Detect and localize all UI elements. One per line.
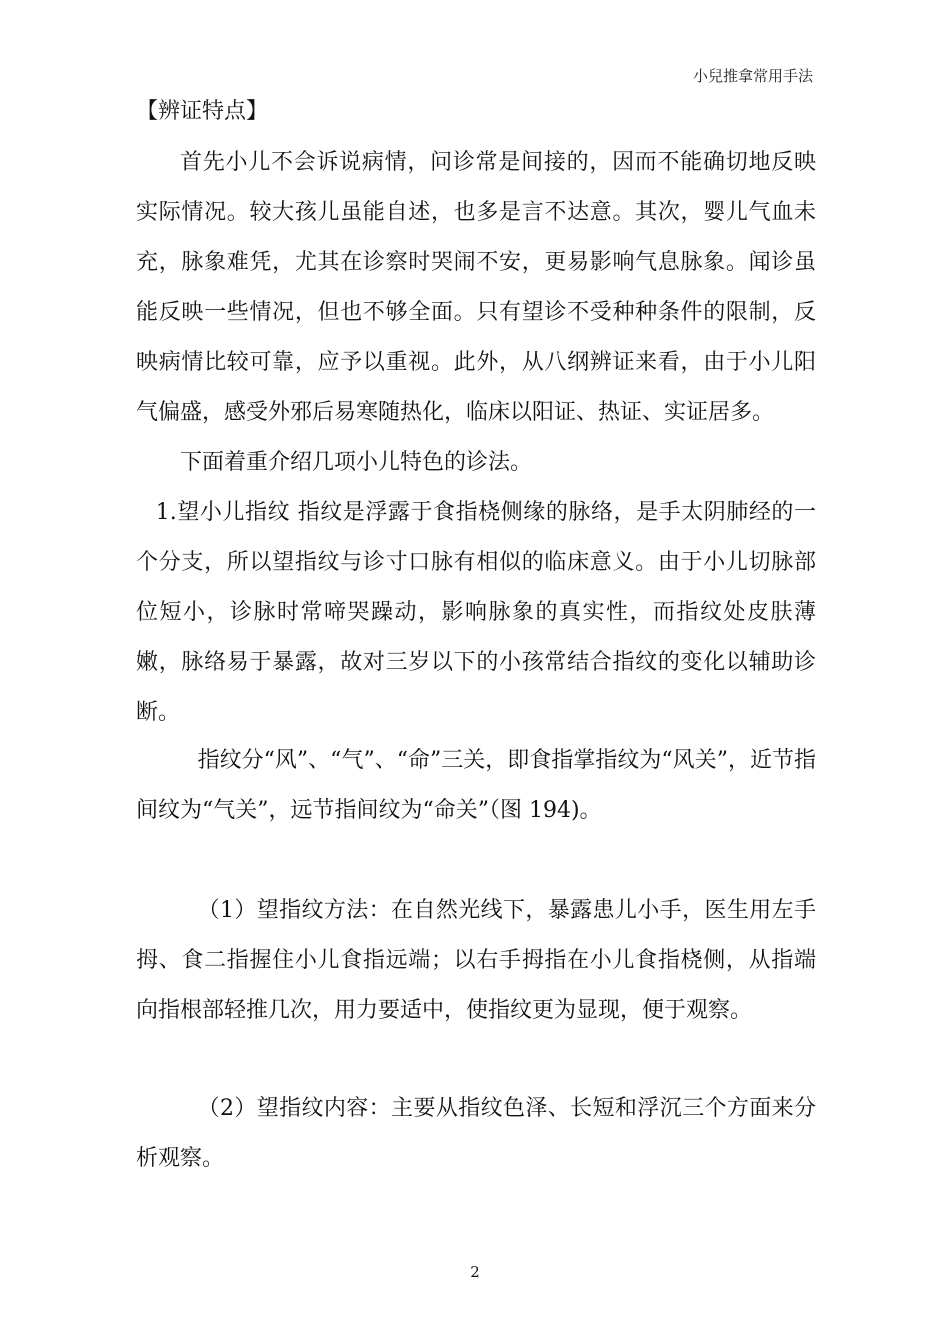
paragraph-intro-methods: 下面着重介绍几项小儿特色的诊法。 xyxy=(180,450,533,475)
paragraph-finger-vein-observation: 1.望小儿指纹 指纹是浮露于食指桡侧缘的脉络，是手太阴肺经的一个分支，所以望指纹与诊寸口脉有相似的临床意义。由于小儿切脉部位短小，诊脉时常啼哭躁动，影响脉象的真实性，而指纹处皮肤薄嫩，脉络易于暴露，故对三岁以下的小孩常结合指纹的变化以辅助诊断。 xyxy=(136,500,816,725)
running-header: 小兒推拿常用手法 xyxy=(692,67,813,85)
paragraph-observation-content: （2）望指纹内容：主要从指纹色泽、长短和浮沉三个方面来分析观察。 xyxy=(136,1096,816,1171)
section-heading: 【辨证特点】 xyxy=(136,99,269,124)
page-number: 2 xyxy=(470,1263,480,1281)
paragraph-observation-method: （1）望指纹方法：在自然光线下，暴露患儿小手，医生用左手拇、食二指握住小儿食指远端；以右手拇指在小儿食指桡侧，从指端向指根部轻推几次，用力要适中，使指纹更为显现，便于观察。 xyxy=(136,898,816,1023)
paragraph-three-gates: 指纹分“风”、“气”、“命”三关，即食指掌指纹为“风关”，近节指间纹为“气关”，远节指间纹为“命关”（图 194)。 xyxy=(136,748,816,823)
paragraph-diagnostic-features: 首先小儿不会诉说病情，问诊常是间接的，因而不能确切地反映实际情况。较大孩儿虽能自述，也多是言不达意。其次，婴儿气血未充，脉象难凭，尤其在诊察时哭闹不安，更易影响气息脉象。闻诊虽能反映一些情况，但也不够全面。只有望诊不受种种条件的限制，反映病情比较可靠，应予以重视。此外，从八纲辨证来看，由于小儿阳气偏盛，感受外邪后易寒随热化，临床以阳证、热证、实证居多。 xyxy=(136,150,816,425)
